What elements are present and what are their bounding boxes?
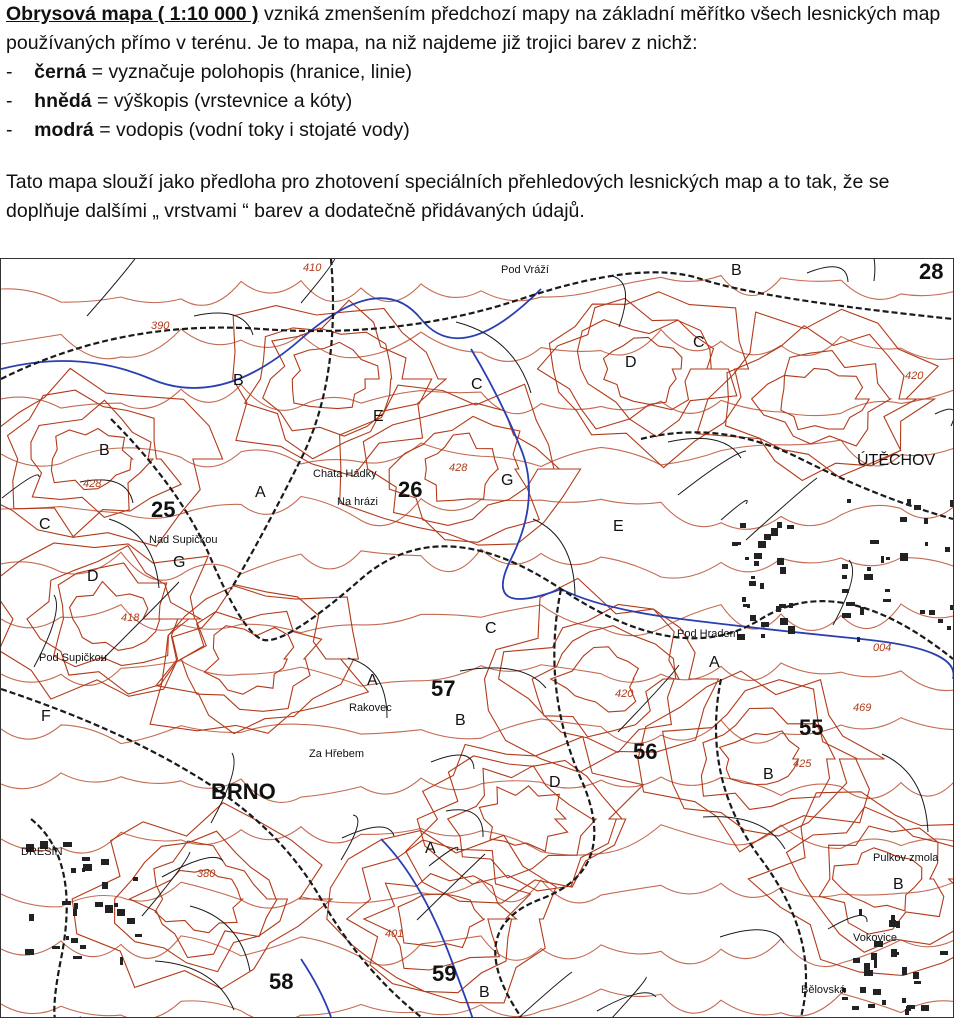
building [950, 605, 953, 610]
building [133, 877, 138, 881]
building [892, 952, 899, 955]
building [135, 934, 142, 937]
building [842, 997, 848, 1000]
building [789, 603, 793, 608]
building [777, 522, 782, 528]
contour-line [1, 276, 953, 306]
building [103, 884, 107, 889]
stand-letter: G [173, 554, 186, 571]
building [896, 921, 900, 928]
building [924, 518, 928, 524]
place-pulkov-zmola: Pulkov zmola [873, 852, 939, 864]
stand-letter: E [613, 518, 624, 535]
building [882, 1000, 886, 1005]
contour-line [1, 936, 953, 967]
building [885, 589, 890, 592]
place-nad-supickou: Nad Supičkou [149, 534, 218, 546]
building [864, 574, 873, 580]
building [52, 946, 60, 949]
building [780, 567, 786, 574]
building [938, 619, 943, 623]
legend-item-black: - černá = vyznačuje polohopis (hranice, linie) [6, 61, 412, 83]
stand-letters [39, 262, 904, 1001]
stand-boundary [87, 259, 148, 316]
place-chata-hadky: Chata Hádky [313, 468, 377, 480]
stand-letter: B [893, 876, 904, 893]
stand-letter: A [425, 840, 436, 857]
contour-line [417, 756, 622, 891]
watercourse [1, 289, 541, 388]
contour-line [663, 680, 858, 836]
place-na-hrazi: Na hrázi [337, 496, 378, 508]
stand-boundary [431, 755, 474, 769]
stand-boundary [846, 259, 875, 281]
stand-boundary [155, 961, 234, 1010]
stand-boundary [142, 852, 190, 916]
building [921, 1005, 929, 1011]
watercourse [301, 959, 331, 1017]
stand-boundary [678, 451, 746, 495]
building [853, 958, 860, 963]
building [914, 505, 921, 510]
place-rakovec: Rakovec [349, 702, 392, 714]
building [902, 967, 907, 975]
place-pod-hradem: Pod Hradem [677, 628, 739, 640]
stand-letter: A [255, 484, 266, 501]
building [771, 528, 778, 536]
building [750, 615, 756, 621]
contour-line [1, 604, 953, 636]
stand-boundary [456, 322, 531, 393]
stand-letter: B [479, 984, 490, 1001]
building [82, 868, 85, 872]
usage-paragraph: Tato mapa slouží jako předloha pro zhotovení speciálních přehledových lesnických map a to tak, že se doplňuje dalšími „ vrstvami “ barev a dodatečně přidávaných údajů. [6, 171, 890, 222]
intro-text: vzniká zmenšením předchozí mapy na základní měřítko všech lesnických map používaných přímo v terénu. Je to mapa, na niž najdeme již trojici barev z nichž: [6, 3, 941, 54]
legend-term: černá [34, 61, 87, 83]
building [842, 564, 848, 569]
place-utechov: ÚTĚCHOV [857, 452, 936, 469]
building [62, 901, 71, 905]
road [641, 432, 953, 519]
contour-line [364, 874, 517, 970]
stand-letter: C [39, 516, 51, 533]
color-legend [6, 58, 956, 145]
building [764, 534, 771, 540]
building [780, 618, 788, 625]
building [788, 626, 795, 634]
stand-letter: B [233, 372, 244, 389]
contour-line [485, 578, 719, 772]
building [886, 557, 890, 560]
legend-desc: = vodopis (vodní toky i stojaté vody) [93, 119, 410, 141]
contour-line [31, 400, 153, 517]
building [907, 499, 911, 506]
legend-desc: = výškopis (vrstevnice a kóty) [91, 90, 353, 112]
compartment-28: 28 [919, 259, 944, 284]
building [105, 905, 113, 913]
legend-term: modrá [34, 119, 94, 141]
building [842, 589, 849, 593]
stand-letter: B [731, 262, 742, 279]
elevation-label: 004 [873, 642, 892, 654]
contour-line [245, 300, 432, 458]
legend-item-brown: - hnědá = výškopis (vrstevnice a kóty) [6, 90, 353, 112]
building [859, 909, 862, 916]
elevation-labels [83, 262, 924, 940]
building [80, 945, 86, 949]
building [900, 517, 907, 522]
place-pod-supickou: Pod Supičkou [39, 652, 107, 664]
building [868, 1004, 875, 1008]
elevation-label: 401 [385, 928, 404, 940]
building [905, 1009, 909, 1015]
stand-boundary [935, 409, 953, 426]
building [920, 610, 925, 614]
intro-paragraph [6, 0, 956, 58]
building [101, 859, 109, 865]
stand-boundary [101, 582, 179, 661]
building [857, 637, 860, 642]
building [929, 610, 935, 615]
map-canvas [1, 259, 953, 1017]
compartment-56: 56 [633, 739, 658, 764]
building [860, 987, 866, 993]
stand-boundary [342, 827, 394, 838]
place-brno: BRNO [211, 779, 276, 804]
building [71, 868, 76, 873]
map-type-heading: Obrysová mapa ( 1:10 000 ) [6, 3, 259, 25]
building [907, 1005, 915, 1009]
stand-boundary [807, 267, 848, 282]
building [29, 914, 34, 921]
building [120, 957, 123, 965]
contour-line [638, 671, 885, 852]
stand-boundary [882, 754, 928, 832]
stand-letter: G [501, 472, 514, 489]
stand-boundary [721, 500, 747, 520]
building [874, 960, 877, 968]
place-dresin: DRESÍN [21, 846, 63, 858]
road [231, 259, 333, 589]
elevation-label: 418 [121, 612, 140, 624]
contour-line [577, 320, 711, 419]
compartment-58: 58 [269, 969, 294, 994]
stand-letter: B [455, 712, 466, 729]
elevation-label: 410 [303, 262, 322, 274]
stand-letter: A [709, 654, 720, 671]
contour-line [1, 661, 953, 691]
building [740, 523, 746, 528]
building [873, 989, 881, 995]
building [871, 953, 877, 960]
building [864, 970, 873, 976]
building [73, 956, 82, 959]
building [914, 981, 921, 984]
stand-letter: D [549, 774, 561, 791]
watercourses [1, 289, 953, 1017]
stand-letter: C [693, 334, 705, 351]
building [779, 604, 786, 608]
contour-line [551, 647, 639, 712]
elevation-label: 469 [853, 702, 872, 714]
stand-letter: C [485, 620, 497, 637]
compartment-57: 57 [431, 676, 456, 701]
contour-line [156, 585, 354, 734]
stand-letter: D [625, 354, 637, 371]
stand-boundary [746, 478, 817, 540]
building [913, 972, 919, 979]
building [751, 576, 755, 579]
place-za-hrebem: Za Hřebem [309, 748, 365, 760]
contour-line [479, 786, 567, 851]
building [754, 553, 762, 559]
contour-line [819, 826, 944, 934]
building [742, 597, 746, 602]
building [883, 599, 891, 602]
building [842, 613, 851, 618]
stand-letter: C [471, 376, 483, 393]
elevation-label: 390 [151, 320, 170, 332]
stand-letter: A [367, 672, 378, 689]
building [747, 604, 750, 608]
building [749, 581, 756, 586]
building [945, 547, 950, 552]
building [881, 556, 884, 563]
contour-line [1, 549, 953, 580]
contour-line [448, 766, 596, 878]
stand-letter: B [99, 442, 110, 459]
legend-desc: = vyznačuje polohopis (hranice, linie) [86, 61, 412, 83]
elevation-label: 428 [449, 462, 468, 474]
stand-letter: E [373, 408, 384, 425]
building [760, 583, 764, 589]
forest-outline-map [0, 258, 954, 1018]
building [900, 553, 908, 561]
text-block [6, 0, 956, 226]
compartment-55: 55 [799, 715, 824, 740]
contour-line [1, 773, 953, 803]
building [891, 915, 895, 920]
contour-line [781, 369, 869, 430]
building [25, 949, 34, 955]
building [867, 567, 871, 571]
place-belovska: Bělovská [801, 984, 846, 996]
place-pod-vrazi: Pod Vráží [501, 264, 549, 276]
watercourse [471, 349, 561, 599]
building [74, 903, 78, 909]
compartment-25: 25 [151, 497, 176, 522]
building [743, 604, 747, 607]
building [127, 918, 135, 924]
building [847, 499, 851, 503]
legend-item-blue: - modrá = vodopis (vodní toky i stojaté vody) [6, 119, 410, 141]
contour-line [1, 879, 953, 908]
building [950, 500, 953, 507]
elevation-label: 380 [197, 868, 216, 880]
building [745, 557, 749, 560]
legend-term: hnědá [34, 90, 92, 112]
building [114, 903, 118, 907]
building [63, 842, 72, 847]
road [495, 589, 594, 1017]
building [842, 575, 847, 579]
contour-line [292, 342, 379, 408]
contour-line [752, 351, 891, 446]
elevation-label: 425 [793, 758, 812, 770]
building [870, 540, 879, 544]
building [71, 938, 78, 943]
building [846, 602, 855, 606]
building [117, 909, 125, 916]
building [754, 561, 759, 566]
building [947, 626, 951, 630]
elevation-label: 420 [615, 688, 634, 700]
building [902, 998, 906, 1003]
building [777, 558, 784, 565]
stand-boundary [190, 906, 250, 971]
building [73, 909, 77, 916]
building [787, 525, 794, 529]
compartment-59: 59 [432, 961, 457, 986]
stand-boundary [504, 972, 572, 1017]
stand-boundary [720, 930, 784, 943]
building [860, 607, 864, 615]
stand-boundary [194, 313, 253, 335]
building [66, 936, 69, 940]
building [95, 902, 103, 907]
stand-letter: F [41, 708, 51, 725]
place-vokovice: Vokovice [853, 932, 898, 944]
building [925, 542, 928, 546]
contour-line [748, 792, 953, 976]
building [758, 541, 766, 548]
building [732, 542, 738, 546]
building [940, 951, 948, 955]
building [864, 963, 870, 970]
contour-line [538, 298, 737, 436]
building [761, 634, 765, 638]
stand-letter: D [87, 568, 99, 585]
building [889, 920, 896, 927]
building [761, 622, 769, 627]
elevation-label: 428 [83, 478, 102, 490]
stand-boundary [446, 810, 483, 837]
elevation-label: 420 [905, 370, 924, 382]
contour-line [1, 496, 953, 529]
building [82, 857, 90, 861]
stand-letter: B [763, 766, 774, 783]
compartment-26: 26 [398, 477, 423, 502]
contour-line [720, 731, 800, 785]
building [852, 1006, 859, 1010]
